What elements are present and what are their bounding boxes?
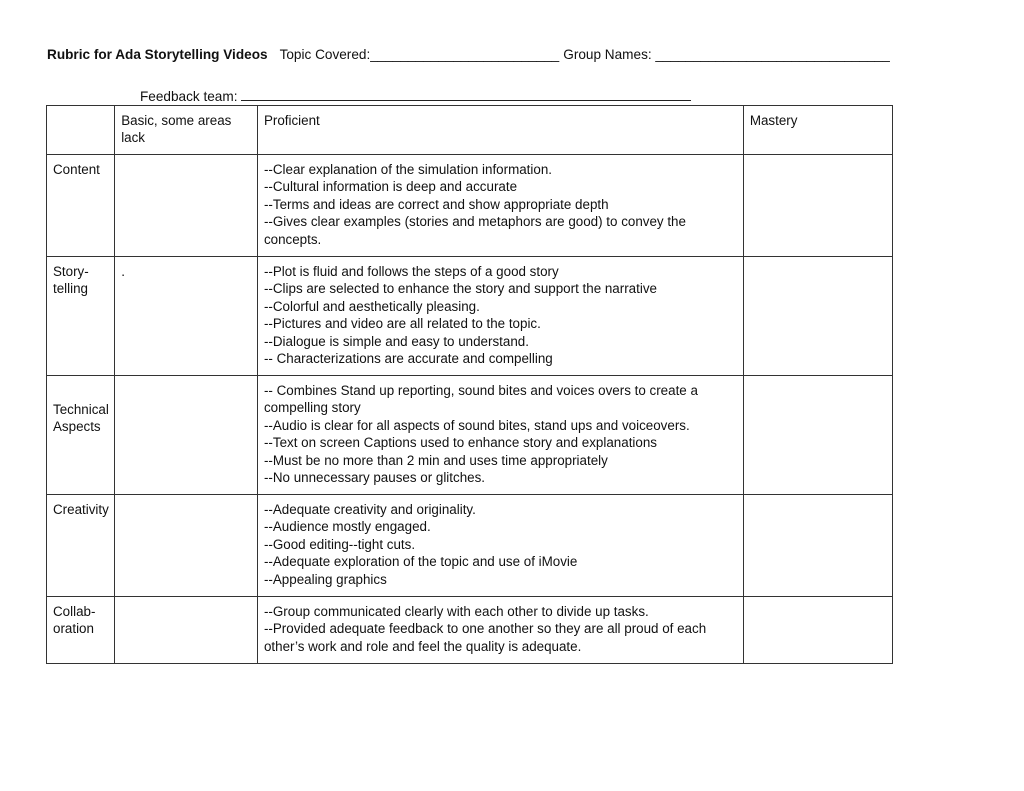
- criterion-line: --Audience mostly engaged.: [263, 519, 431, 535]
- rubric-table: [46, 105, 893, 664]
- header-cell-mastery: Mastery: [743, 106, 892, 155]
- feedback-team-label: Feedback team:: [140, 89, 238, 104]
- table-row: [47, 257, 893, 376]
- criterion-line: --Cultural information is deep and accurate: [263, 179, 518, 195]
- criterion-line: --Plot is fluid and follows the steps of a good story: [263, 264, 559, 279]
- criterion-line: --Group communicated clearly with each other to divide up tasks.: [263, 604, 649, 619]
- category-cell: Technical Aspects: [47, 376, 115, 495]
- criterion-line: --Good editing--tight cuts.: [263, 536, 416, 552]
- criterion-line: --Gives clear examples (stories and metaphors are good) to convey the concepts.: [263, 214, 686, 247]
- criterion-line: --Pictures and video are all related to the topic.: [263, 316, 541, 332]
- proficient-cell: [257, 257, 743, 376]
- topic-covered-field: Topic Covered:_________________________: [279, 47, 560, 62]
- criterion-line: -- Combines Stand up reporting, sound bites and voices overs to create a compelling story: [263, 383, 698, 416]
- criterion-line: --Audio is clear for all aspects of sound bites, stand ups and voiceovers.: [263, 417, 690, 433]
- basic-cell: .: [115, 257, 258, 376]
- header-cell-basic: Basic, some areas lack: [115, 106, 258, 155]
- criterion-line: --Adequate exploration of the topic and use of iMovie: [263, 554, 578, 570]
- criterion-line: --Clips are selected to enhance the story and support the narrative: [263, 281, 657, 297]
- mastery-cell: [743, 495, 892, 597]
- criterion-line: --Clear explanation of the simulation information.: [263, 162, 552, 177]
- table-row: [47, 495, 893, 597]
- table-row: [47, 597, 893, 664]
- criterion-line: --Text on screen Captions used to enhance story and explanations: [263, 435, 657, 451]
- criterion-line: --Must be no more than 2 min and uses time appropriately: [263, 452, 608, 468]
- basic-cell: [115, 597, 258, 664]
- mastery-cell: [743, 257, 892, 376]
- proficient-cell: [257, 376, 743, 495]
- basic-cell: [115, 155, 258, 257]
- criterion-line: -- Characterizations are accurate and compelling: [263, 351, 553, 367]
- feedback-team-line: [140, 87, 691, 104]
- criterion-line: --Appealing graphics: [263, 571, 387, 587]
- table-row: [47, 376, 893, 495]
- header-cell-proficient: Proficient: [257, 106, 743, 155]
- document-title: Rubric for Ada Storytelling Videos: [47, 47, 268, 62]
- criterion-line: --Terms and ideas are correct and show appropriate depth: [263, 196, 609, 212]
- criterion-line: --Colorful and aesthetically pleasing.: [263, 298, 480, 314]
- mastery-cell: [743, 155, 892, 257]
- category-cell: Content: [47, 155, 115, 257]
- mastery-cell: [743, 597, 892, 664]
- feedback-team-blank: [241, 87, 691, 101]
- category-cell: Collab-oration: [47, 597, 115, 664]
- table-row: [47, 155, 893, 257]
- document-header: [47, 47, 890, 62]
- mastery-cell: [743, 376, 892, 495]
- criterion-line: --Dialogue is simple and easy to understand.: [263, 333, 529, 349]
- basic-cell: [115, 376, 258, 495]
- criterion-line: --No unnecessary pauses or glitches.: [263, 470, 486, 486]
- proficient-cell: [257, 597, 743, 664]
- group-names-field: Group Names: _______________________________: [563, 47, 890, 62]
- criterion-line: --Provided adequate feedback to one another so they are all proud of each other’s work and role and feel the quality is adequate.: [263, 621, 707, 654]
- category-cell: Creativity: [47, 495, 115, 597]
- basic-cell: [115, 495, 258, 597]
- proficient-cell: [257, 155, 743, 257]
- header-row: [47, 106, 893, 155]
- proficient-cell: [257, 495, 743, 597]
- category-cell: Story-telling: [47, 257, 115, 376]
- criterion-line: --Adequate creativity and originality.: [263, 502, 476, 517]
- header-cell-category: [47, 106, 115, 155]
